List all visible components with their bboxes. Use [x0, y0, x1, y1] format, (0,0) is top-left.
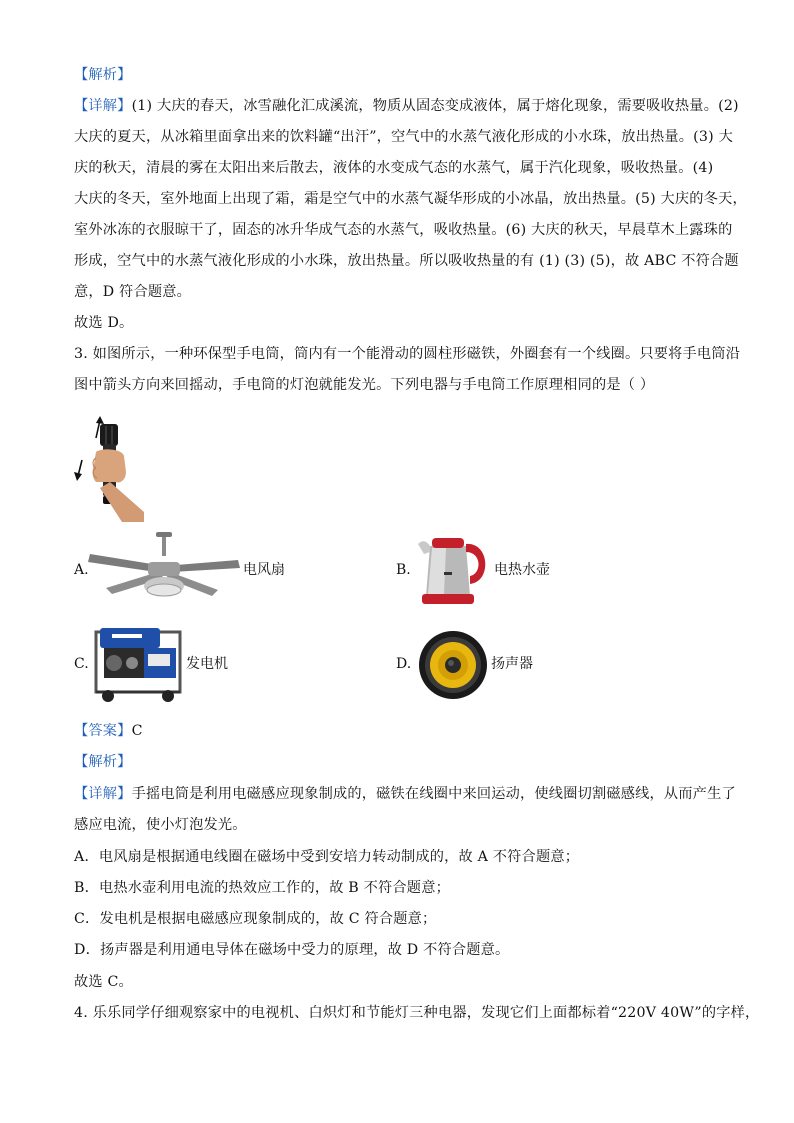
option-b-label: B.: [396, 562, 411, 578]
analysis-heading: 【解析】: [74, 754, 132, 770]
detail-paragraph-line: 大庆的冬天，室外地面上出现了霜，霜是空气中的水蒸气凝华形成的小冰晶，放出热量。(5) 大庆的冬天，: [74, 191, 747, 207]
option-a-name: 电风扇: [243, 562, 285, 578]
detail-paragraph-line: 意，D 符合题意。: [74, 284, 191, 300]
answer-tag: 【答案】: [74, 723, 132, 739]
answer-line: [74, 721, 724, 741]
question-stem-line: 4. 乐乐同学仔细观察家中的电视机、白炽灯和节能灯三种电器，发现它们上面都标着“220V 40W”的字样，: [74, 1005, 760, 1021]
option-analysis-line: D．扬声器是利用通电导体在磁场中受力的原理，故 D 不符合题意。: [74, 942, 510, 958]
option-analysis-line: C．发电机是根据电磁感应现象制成的，故 C 符合题意；: [74, 911, 437, 927]
option-a-label: A.: [74, 562, 89, 578]
option-d-label: D.: [396, 656, 412, 672]
hand-flashlight-figure: [70, 412, 150, 522]
detail-paragraph-line: 大庆的夏天，从冰箱里面拿出来的饮料罐“出汗”，空气中的水蒸气液化形成的小水珠，放出热量。(3) 大: [74, 129, 733, 145]
detail-paragraph-line: 庆的秋天，清晨的雾在太阳出来后散去，液体的水变成气态的水蒸气，属于汽化现象，吸收热量。(4): [74, 160, 714, 176]
electric-kettle-icon: [416, 532, 494, 608]
analysis-heading: 【解析】: [74, 67, 132, 83]
conclusion-line: 故选 C。: [74, 974, 133, 990]
question-stem-line: 图中箭头方向来回摇动，手电筒的灯泡就能发光。下列电器与手电筒工作原理相同的是（ ）: [74, 377, 655, 393]
option-analysis-line: B．电热水壶利用电流的热效应工作的，故 B 不符合题意；: [74, 880, 450, 896]
detail-paragraph-line: 【详解】(1) 大庆的春天，冰雪融化汇成溪流，物质从固态变成液体，属于熔化现象，需要吸收热量。(2): [74, 98, 739, 114]
generator-icon: [92, 624, 184, 704]
option-analysis-line: A．电风扇是根据通电线圈在磁场中受到安培力转动制成的，故 A 不符合题意；: [74, 849, 580, 865]
option-c-label: C.: [74, 656, 89, 672]
down-arrow-icon: [74, 460, 82, 481]
speaker-icon: [418, 630, 488, 700]
option-b-name: 电热水壶: [494, 562, 550, 578]
option-c-name: 发电机: [186, 656, 228, 672]
option-d-name: 扬声器: [491, 656, 533, 672]
hand-icon: [93, 449, 144, 522]
detail-paragraph-line: 室外冰冻的衣服晾干了，固态的冰升华成气态的水蒸气，吸收热量。(6) 大庆的秋天，早晨草木上露珠的: [74, 222, 733, 238]
conclusion-line: 故选 D。: [74, 315, 134, 331]
detail-paragraph-line: 【详解】手摇电筒是利用电磁感应现象制成的，磁铁在线圈中来回运动，使线圈切割磁感线，从而产生了: [74, 786, 736, 802]
detail-paragraph-line: 形成，空气中的水蒸气液化形成的小水珠，放出热量。所以吸收热量的有 (1) (3) (5)，故 ABC 不符合题: [74, 253, 739, 269]
detail-tag: 【详解】: [74, 98, 132, 114]
question-stem-line: 3. 如图所示，一种环保型手电筒，筒内有一个能滑动的圆柱形磁铁，外圈套有一个线圈。只要将手电筒沿: [74, 346, 741, 362]
answer-value: C: [131, 723, 143, 739]
detail-paragraph-line: 感应电流，使小灯泡发光。: [74, 817, 247, 833]
ceiling-fan-icon: [86, 532, 242, 608]
detail-tag: 【详解】: [74, 786, 132, 802]
